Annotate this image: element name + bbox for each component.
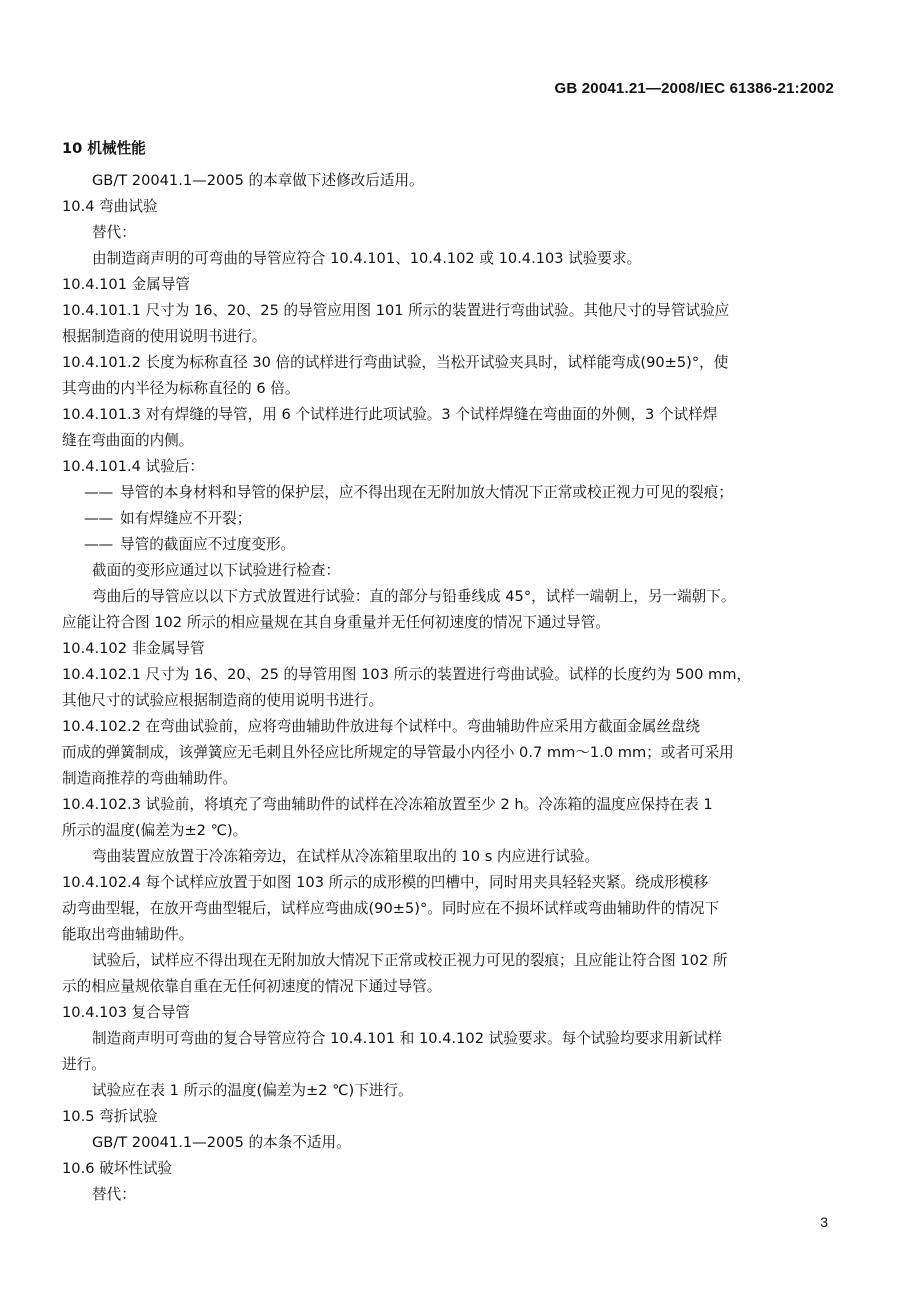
paragraph: 试验后，试样应不得出现在无附加放大情况下正常或校正视力可见的裂痕；且应能让符合图 102 所 xyxy=(92,952,728,969)
paragraph: 替代： xyxy=(92,224,136,241)
clause-line: 制造商推荐的弯曲辅助件。 xyxy=(62,770,238,787)
dash-list-item xyxy=(62,506,840,532)
paragraph: GB/T 20041.1—2005 的本条不适用。 xyxy=(92,1134,351,1151)
section-heading: 10.6 破坏性试验 xyxy=(62,1160,173,1177)
clause-line: 10.4.102.1 尺寸为 16、20、25 的导管用图 103 所示的装置进行弯曲试验。试样的长度约为 500 mm， xyxy=(62,666,752,683)
clause-line: 其他尺寸的试验应根据制造商的使用说明书进行。 xyxy=(62,692,384,709)
document-body xyxy=(62,134,840,1208)
dash-mark: —— xyxy=(84,484,114,501)
subsection-heading: 10.4.102 非金属导管 xyxy=(62,640,205,657)
section-heading: 10.4 弯曲试验 xyxy=(62,198,158,215)
paragraph: GB/T 20041.1—2005 的本章做下述修改后适用。 xyxy=(92,172,424,189)
clause-line: 10.4.102.3 试验前，将填充了弯曲辅助件的试样在冷冻箱放置至少 2 h。冷冻箱的温度应保持在表 1 xyxy=(62,796,713,813)
clause-line: 10.4.101.3 对有焊缝的导管，用 6 个试样进行此项试验。3 个试样焊缝在弯曲面的外侧，3 个试样焊 xyxy=(62,406,718,423)
paragraph: 由制造商声明的可弯曲的导管应符合 10.4.101、10.4.102 或 10.4.103 试验要求。 xyxy=(92,250,642,267)
subsection-heading: 10.4.101 金属导管 xyxy=(62,276,191,293)
dash-mark: —— xyxy=(84,536,114,553)
clause-line: 能取出弯曲辅助件。 xyxy=(62,926,194,943)
clause-line: 10.4.102.4 每个试样应放置于如图 103 所示的成形模的凹槽中，同时用夹具轻轻夹紧。绕成形模移 xyxy=(62,874,709,891)
chapter-title: 10 机械性能 xyxy=(62,140,146,157)
paragraph: 替代： xyxy=(92,1186,136,1203)
clause-line: 缝在弯曲面的内侧。 xyxy=(62,432,194,449)
clause-line: 而成的弹簧制成，该弹簧应无毛刺且外径应比所规定的导管最小内径小 0.7 mm～1.0 mm；或者可采用 xyxy=(62,744,734,761)
paragraph: 弯曲装置应放置于冷冻箱旁边，在试样从冷冻箱里取出的 10 s 内应进行试验。 xyxy=(92,848,600,865)
clause-line: 10.4.102.2 在弯曲试验前，应将弯曲辅助件放进每个试样中。弯曲辅助件应采用方截面金属丝盘绕 xyxy=(62,718,701,735)
paragraph-continuation: 应能让符合图 102 所示的相应量规在其自身重量并无任何初速度的情况下通过导管。 xyxy=(62,614,610,631)
dash-text: 导管的截面应不过度变形。 xyxy=(120,536,296,553)
clause-line: 10.4.101.1 尺寸为 16、20、25 的导管应用图 101 所示的装置进行弯曲试验。其他尺寸的导管试验应 xyxy=(62,302,730,319)
dash-text: 如有焊缝应不开裂； xyxy=(120,510,252,527)
clause-line: 根据制造商的使用说明书进行。 xyxy=(62,328,267,345)
clause-line: 10.4.101.2 长度为标称直径 30 倍的试样进行弯曲试验，当松开试验夹具时，试样能弯成(90±5)°，使 xyxy=(62,354,729,371)
dash-mark: —— xyxy=(84,510,114,527)
clause-line: 所示的温度(偏差为±2 ℃)。 xyxy=(62,822,248,839)
paragraph-continuation: 示的相应量规依靠自重在无任何初速度的情况下通过导管。 xyxy=(62,978,442,995)
dash-list-item xyxy=(62,532,840,558)
paragraph: 弯曲后的导管应以以下方式放置进行试验：直的部分与铅垂线成 45°，试样一端朝上，另一端朝下。 xyxy=(92,588,736,605)
page-number: 3 xyxy=(820,1214,828,1230)
clause-line: 其弯曲的内半径为标称直径的 6 倍。 xyxy=(62,380,300,397)
dash-text: 导管的本身材料和导管的保护层，应不得出现在无附加放大情况下正常或校正视力可见的裂痕； xyxy=(120,484,733,501)
paragraph: 截面的变形应通过以下试验进行检查： xyxy=(92,562,341,579)
standard-header: GB 20041.21—2008/IEC 61386-21:2002 xyxy=(554,80,834,97)
paragraph-continuation: 进行。 xyxy=(62,1056,106,1073)
paragraph: 制造商声明可弯曲的复合导管应符合 10.4.101 和 10.4.102 试验要求。每个试验均要求用新试样 xyxy=(92,1030,723,1047)
paragraph: 试验应在表 1 所示的温度(偏差为±2 ℃)下进行。 xyxy=(92,1082,413,1099)
dash-list-item xyxy=(62,480,840,506)
clause-line: 动弯曲型辊，在放开弯曲型辊后，试样应弯曲成(90±5)°。同时应在不损坏试样或弯曲辅助件的情况下 xyxy=(62,900,720,917)
clause-line: 10.4.101.4 试验后： xyxy=(62,458,204,475)
section-heading: 10.5 弯折试验 xyxy=(62,1108,158,1125)
subsection-heading: 10.4.103 复合导管 xyxy=(62,1004,191,1021)
